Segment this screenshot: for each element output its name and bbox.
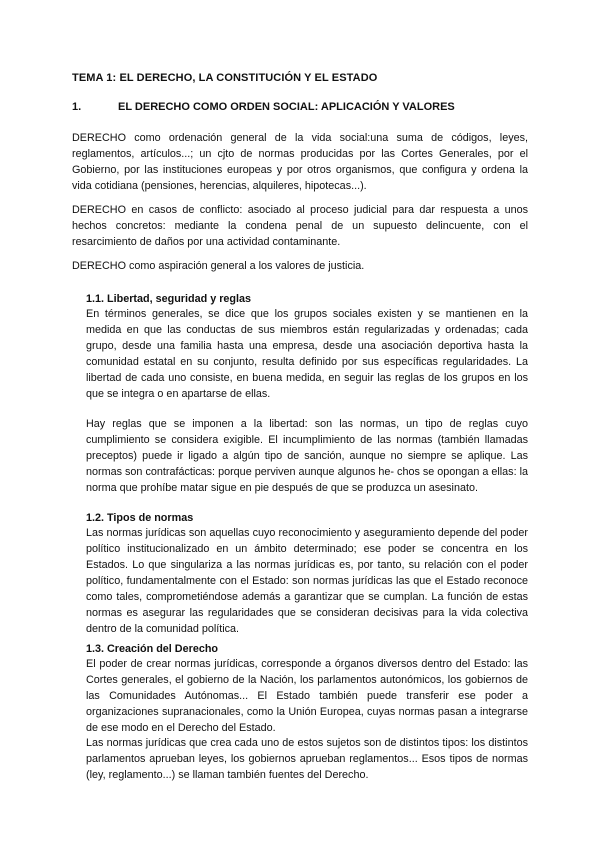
subsection-heading: 1.3. Creación del Derecho [86,643,219,655]
subsection-heading: 1.1. Libertad, seguridad y reglas [86,293,252,305]
subsection-heading: 1.2. Tipos de normas [86,512,194,524]
intro-paragraph: DERECHO como ordenación general de la vida social:una suma de códigos, leyes, reglamentos, artículos...; un cjto de normas producidas por las Cortes Generales, por el Gobierno, por las instituciones europeas y por otros organismos, que configura y ordena la vida cotidiana (pensiones, herencias, alquileres, hipotecas...). [72,132,528,192]
intro-paragraph: DERECHO en casos de conflicto: asociado al proceso judicial para dar respuesta a unos hechos concretos: mediante la condena penal de un supuesto delincuente, con el resarcimiento de daños por una actividad contaminante. [72,204,528,248]
section-title: EL DERECHO COMO ORDEN SOCIAL: APLICACIÓN Y VALORES [118,101,455,113]
body-paragraph: El poder de crear normas jurídicas, corresponde a órganos diversos dentro del Estado: las Cortes generales, el gobierno de la Nación, los parlamentos autonómicos, los gobiernos de las Comunidades Autónomas... El Estado también puede transferir ese poder a organizaciones supranacionales, como la Unión Europea, cuyas normas pasan a integrarse de ese modo en el Derecho del Estado. [86,658,528,734]
body-paragraph: Hay reglas que se imponen a la libertad: son las normas, un tipo de reglas cuyo cumplimiento se considera exigible. El incumplimiento de las normas (también llamadas preceptos) puede ir ligado a algún tipo de sanción, aunque no siempre se aplique. Las normas son contrafácticas: porque perviven aunque algunos he- chos se opongan a ellas: la norma que prohíbe matar sigue en pie después de que se produzca un asesinato. [86,418,528,494]
body-paragraph: En términos generales, se dice que los grupos sociales existen y se mantienen en la medida en que las conductas de sus miembros están regularizadas y ordenadas; cada grupo, desde una familia hasta una empresa, desde una asociación deportiva hasta la comunidad estatal en su conjunto, resulta definido por sus específicas regularidades. La libertad de cada uno consiste, en buena medida, en seguir las reglas de los grupos en los que se integra o en apartarse de ellas. [86,308,528,400]
section-number: 1. [72,101,82,113]
section-heading [72,101,455,113]
body-paragraph: Las normas jurídicas que crea cada uno de estos sujetos son de distintos tipos: los distintos parlamentos aprueban leyes, los gobiernos aprueban reglamentos... Esos tipos de normas (ley, reglamento...) se llaman también fuentes del Derecho. [86,737,528,781]
intro-paragraph: DERECHO como aspiración general a los valores de justicia. [72,260,365,272]
document-title: TEMA 1: EL DERECHO, LA CONSTITUCIÓN Y EL ESTADO [72,72,378,84]
body-paragraph: Las normas jurídicas son aquellas cuyo reconocimiento y aseguramiento depende del poder político institucionalizado en un ámbito determinado; ese poder se concentra en los Estados. Lo que singulariza a las normas jurídicas es, por tanto, su relación con el poder político, fundamentalmente con el Estado: son normas jurídicas las que el Estado reconoce como tales, comprometiéndose además a garantizar que se cumplan. La función de estas normas es asegurar las regularidades que se consideran decisivas para la vida colectiva dentro de la comunidad política. [86,527,528,635]
